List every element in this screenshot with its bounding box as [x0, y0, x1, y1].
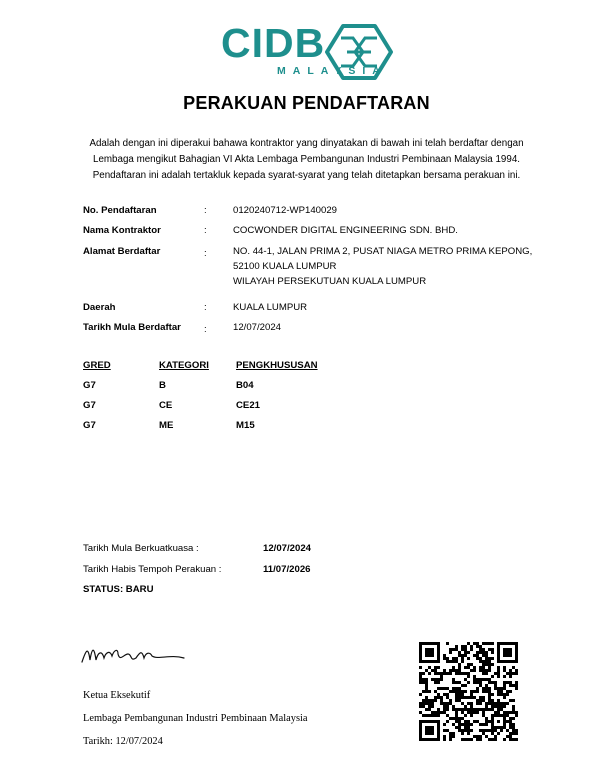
grade-header: GRED	[83, 360, 111, 371]
category-cell: B	[159, 380, 166, 391]
grade-cell: G7	[83, 420, 96, 431]
signatory-organization: Lembaga Pembangunan Industri Pembinaan Malaysia	[83, 713, 308, 724]
signature-date: Tarikh: 12/07/2024	[83, 736, 163, 747]
specialization-cell: CE21	[236, 400, 260, 411]
specialization-cell: M15	[236, 420, 255, 431]
intro-paragraph	[70, 136, 543, 184]
qr-code-icon	[419, 642, 518, 741]
contractor-value: COCWONDER DIGITAL ENGINEERING SDN. BHD.	[233, 225, 458, 236]
category-cell: CE	[159, 400, 173, 411]
district-label: Daerah	[83, 302, 116, 313]
specialization-cell: B04	[236, 380, 254, 391]
grade-cell: G7	[83, 400, 96, 411]
logo-text: CIDB	[221, 20, 326, 66]
cidb-hexagon-icon	[325, 24, 393, 80]
category-header: KATEGORI	[159, 360, 209, 371]
expiry-date-label: Tarikh Habis Tempoh Perakuan :	[83, 564, 222, 575]
grade-cell: G7	[83, 380, 96, 391]
district-value: KUALA LUMPUR	[233, 302, 308, 313]
intro-line: Lembaga mengikut Bahagian VI Akta Lembaga Pembangunan Industri Pembinaan Malaysia 1994.	[93, 154, 520, 165]
signatory-position: Ketua Eksekutif	[83, 690, 151, 701]
colon: :	[204, 248, 207, 259]
intro-line: Pendaftaran ini adalah tertakluk kepada syarat-syarat yang telah ditetapkan bersama perakuan ini.	[92, 170, 521, 181]
colon: :	[204, 205, 207, 216]
category-cell: ME	[159, 420, 174, 431]
address-line: 52100 KUALA LUMPUR	[233, 261, 337, 272]
start-date-label: Tarikh Mula Berdaftar	[83, 322, 181, 333]
contractor-label: Nama Kontraktor	[83, 225, 161, 236]
registration-no-value: 0120240712-WP140029	[233, 205, 338, 216]
specialization-header: PENGKHUSUSAN	[236, 360, 318, 371]
colon: :	[204, 225, 207, 236]
address-label: Alamat Berdaftar	[83, 246, 161, 257]
cidb-logo	[221, 20, 396, 82]
signature-image	[80, 640, 200, 670]
address-line: WILAYAH PERSEKUTUAN KUALA LUMPUR	[233, 276, 427, 287]
colon: :	[204, 324, 207, 335]
address-line: NO. 44-1, JALAN PRIMA 2, PUSAT NIAGA METRO PRIMA KEPONG,	[233, 246, 533, 257]
colon: :	[204, 302, 207, 313]
expiry-date-value: 11/07/2026	[263, 564, 311, 575]
intro-line: Adalah dengan ini diperakui bahawa kontraktor yang dinyatakan di bawah ini telah berdaftar dengan	[89, 138, 524, 149]
effective-date-value: 12/07/2024	[263, 543, 312, 554]
address-value	[233, 244, 532, 289]
logo-subtext: MALAYSIA	[277, 65, 387, 77]
start-date-value: 12/07/2024	[233, 322, 282, 333]
effective-date-label: Tarikh Mula Berkuatkuasa :	[83, 543, 199, 554]
registration-no-label: No. Pendaftaran	[83, 205, 157, 216]
page-title: PERAKUAN PENDAFTARAN	[183, 93, 430, 113]
status-text: STATUS: BARU	[83, 584, 154, 595]
